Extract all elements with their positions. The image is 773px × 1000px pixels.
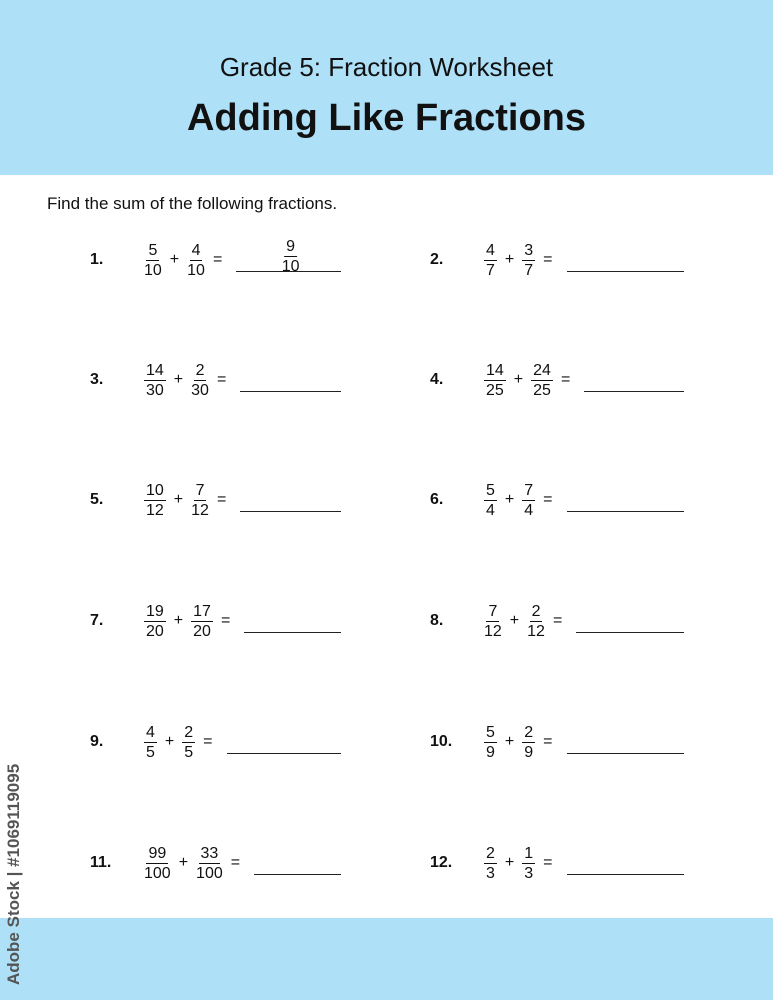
plus-sign: +: [164, 733, 175, 750]
problem-number: 12.: [430, 854, 453, 871]
denominator: 10: [281, 258, 300, 275]
denominator: 3: [524, 864, 534, 882]
denominator: 10: [144, 261, 162, 279]
fraction-addend-1: [484, 602, 502, 641]
denominator: 20: [193, 622, 211, 640]
answer-line: [240, 511, 341, 512]
plus-sign: +: [509, 612, 520, 629]
fraction-addend-1: [484, 723, 497, 762]
equals-sign: =: [203, 733, 213, 750]
problem-9: [90, 712, 341, 772]
fraction-addend-1: [144, 844, 171, 883]
answer-blank[interactable]: [227, 712, 342, 772]
problem-12: [430, 833, 684, 893]
answer-blank[interactable]: [567, 833, 685, 893]
answer-blank[interactable]: [236, 230, 341, 290]
fraction-addend-2: [531, 361, 553, 400]
equals-sign: =: [220, 612, 231, 629]
problem-6: [430, 470, 684, 530]
fraction-addend-1: [144, 723, 157, 762]
answer-blank[interactable]: [567, 470, 685, 530]
answer-blank[interactable]: [567, 712, 685, 772]
equals-sign: =: [543, 491, 553, 508]
problem-number: 9.: [90, 733, 104, 750]
problem-number: 4.: [430, 371, 444, 388]
answer-blank[interactable]: [244, 591, 341, 651]
equals-sign: =: [552, 612, 563, 629]
equals-sign: =: [230, 854, 241, 871]
numerator: 7: [195, 481, 205, 499]
answer-blank[interactable]: [576, 591, 684, 651]
problem-number: 2.: [430, 251, 444, 268]
equals-sign: =: [216, 371, 227, 388]
problem-number: 1.: [90, 251, 104, 268]
equals-sign: =: [543, 854, 553, 871]
answer-blank[interactable]: [240, 470, 341, 530]
answer-line: [244, 632, 341, 633]
plus-sign: +: [504, 733, 515, 750]
plus-sign: +: [173, 491, 184, 508]
instructions: Find the sum of the following fractions.: [47, 194, 338, 213]
denominator: 5: [146, 743, 155, 761]
watermark: Adobe Stock | #1069119095: [4, 763, 23, 985]
problem-4: [430, 350, 684, 410]
plus-sign: +: [169, 251, 180, 268]
numerator: 14: [146, 361, 164, 379]
numerator: 5: [486, 481, 495, 499]
numerator: 24: [533, 361, 551, 379]
fraction-addend-2: [191, 361, 209, 400]
numerator: 5: [486, 723, 495, 741]
numerator: 3: [524, 241, 534, 259]
answer-line: [567, 874, 685, 875]
denominator: 4: [486, 501, 495, 519]
problem-number: 11.: [90, 854, 112, 871]
equals-sign: =: [212, 251, 223, 268]
fraction-addend-2: [196, 844, 223, 883]
problem-10: [430, 712, 684, 772]
plus-sign: +: [504, 491, 515, 508]
denominator: 4: [524, 501, 534, 519]
answer-line: [567, 271, 685, 272]
worksheet-title: Adding Like Fractions: [186, 97, 587, 139]
equals-sign: =: [216, 491, 227, 508]
numerator: 4: [146, 723, 155, 741]
answer-line: [584, 391, 684, 392]
numerator: 2: [524, 723, 534, 741]
problem-number: 6.: [430, 491, 444, 508]
denominator: 5: [184, 743, 194, 761]
denominator: 9: [486, 743, 495, 761]
denominator: 30: [191, 381, 209, 399]
denominator: 100: [144, 864, 171, 882]
equals-sign: =: [543, 733, 553, 750]
worksheet-subtitle: Grade 5: Fraction Worksheet: [219, 52, 554, 82]
denominator: 25: [533, 381, 551, 399]
numerator: 10: [146, 481, 164, 499]
problem-11: [90, 833, 341, 893]
fraction-addend-2: [182, 723, 195, 762]
answer-line: [576, 632, 684, 633]
fraction-addend-2: [187, 241, 205, 280]
denominator: 10: [187, 261, 205, 279]
denominator: 20: [146, 622, 164, 640]
denominator: 12: [191, 501, 209, 519]
problem-number: 8.: [430, 612, 444, 629]
answer-blank[interactable]: [254, 833, 341, 893]
fraction-addend-2: [527, 602, 545, 641]
denominator: 9: [524, 743, 534, 761]
plus-sign: +: [504, 854, 515, 871]
answer-line: [240, 391, 341, 392]
plus-sign: +: [513, 371, 524, 388]
fraction-addend-2: [522, 723, 535, 762]
problem-number: 10.: [430, 733, 453, 750]
denominator: 25: [486, 381, 504, 399]
plus-sign: +: [178, 854, 189, 871]
footer-band: [0, 918, 773, 1000]
fraction-addend-1: [144, 481, 166, 520]
numerator: 4: [486, 241, 495, 259]
plus-sign: +: [504, 251, 515, 268]
answer-line: [567, 511, 685, 512]
denominator: 12: [146, 501, 164, 519]
numerator: 17: [193, 602, 211, 620]
numerator: 1: [524, 844, 534, 862]
numerator: 2: [531, 602, 541, 620]
denominator: 12: [527, 622, 545, 640]
fraction-addend-2: [522, 481, 535, 520]
fraction-addend-1: [484, 844, 497, 883]
problem-number: 5.: [90, 491, 104, 508]
fraction-addend-1: [144, 241, 162, 280]
answer-blank[interactable]: [240, 350, 341, 410]
fraction-addend-2: [191, 481, 209, 520]
problem-5: [90, 470, 341, 530]
numerator: 2: [184, 723, 194, 741]
fraction-addend-2: [191, 602, 213, 641]
denominator: 3: [486, 864, 495, 882]
answer-line: [236, 271, 341, 272]
equals-sign: =: [543, 251, 553, 268]
numerator: 2: [195, 361, 205, 379]
header-band: [0, 0, 773, 175]
numerator: 33: [200, 844, 219, 862]
fraction-addend-1: [144, 602, 166, 641]
denominator: 30: [146, 381, 164, 399]
fraction-addend-1: [484, 241, 497, 280]
numerator: 5: [148, 241, 158, 259]
answer-line: [567, 753, 685, 754]
denominator: 7: [486, 261, 495, 279]
denominator: 7: [524, 261, 534, 279]
plus-sign: +: [173, 612, 184, 629]
fraction-addend-2: [522, 241, 535, 280]
fraction-addend-1: [144, 361, 166, 400]
denominator: 12: [484, 622, 502, 640]
problem-number: 7.: [90, 612, 104, 629]
problem-number: 3.: [90, 371, 104, 388]
fraction-addend-1: [484, 361, 506, 400]
fraction-addend-2: [522, 844, 535, 883]
problem-1: [90, 230, 341, 290]
answer-line: [227, 753, 342, 754]
equals-sign: =: [560, 371, 571, 388]
plus-sign: +: [173, 371, 184, 388]
numerator: 14: [486, 361, 504, 379]
numerator: 7: [488, 602, 498, 620]
numerator: 99: [148, 844, 167, 862]
problem-8: [430, 591, 684, 651]
numerator: 7: [524, 481, 534, 499]
numerator: 2: [486, 844, 495, 862]
denominator: 100: [196, 864, 223, 882]
numerator: 9: [286, 238, 296, 255]
fraction-addend-1: [484, 481, 497, 520]
problem-7: [90, 591, 341, 651]
problem-2: [430, 230, 684, 290]
numerator: 4: [191, 241, 201, 259]
answer-blank[interactable]: [567, 230, 685, 290]
numerator: 19: [146, 602, 164, 620]
answer-line: [254, 874, 341, 875]
problem-3: [90, 350, 341, 410]
answer-blank[interactable]: [584, 350, 684, 410]
